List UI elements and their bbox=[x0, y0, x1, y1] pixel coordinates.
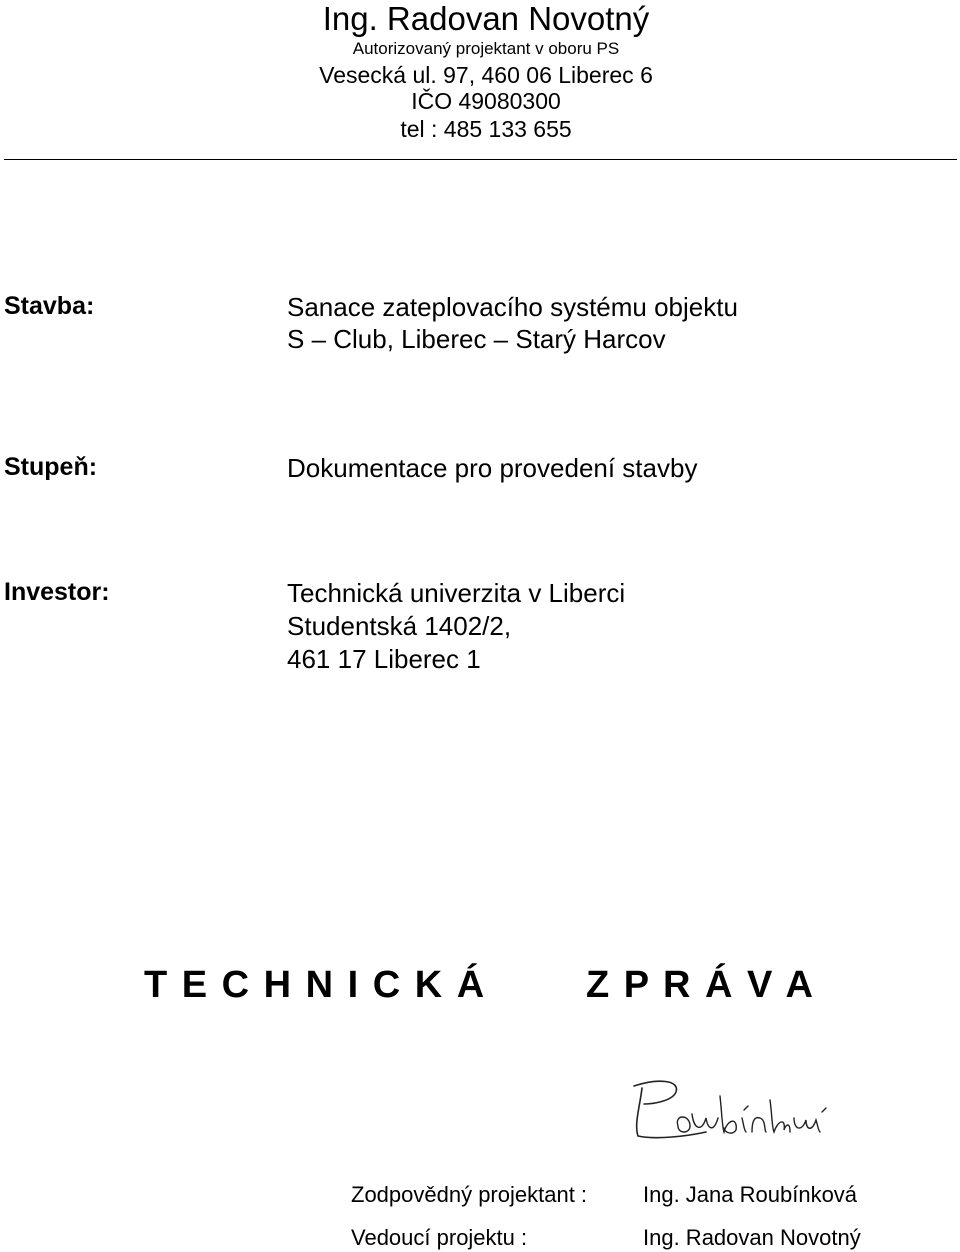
investor-label: Investor: bbox=[4, 578, 110, 606]
stupen-label: Stupeň: bbox=[4, 453, 98, 481]
stavba-line-2: S – Club, Liberec – Starý Harcov bbox=[287, 324, 666, 354]
project-lead-label: Vedoucí projektu : bbox=[351, 1225, 528, 1250]
investor-line-2: Studentská 1402/2, bbox=[287, 611, 512, 641]
company-ico: IČO 49080300 bbox=[411, 88, 561, 114]
stupen-value: Dokumentace pro provedení stavby bbox=[287, 453, 698, 483]
handwritten-signature bbox=[628, 1074, 838, 1144]
stavba-label: Stavba: bbox=[4, 292, 95, 320]
project-lead-name: Ing. Radovan Novotný bbox=[643, 1225, 861, 1250]
responsible-designer-name: Ing. Jana Roubínková bbox=[643, 1182, 858, 1207]
responsible-designer-label: Zodpovědný projektant : bbox=[351, 1182, 588, 1207]
company-name: Ing. Radovan Novotný bbox=[322, 0, 650, 37]
company-address: Vesecká ul. 97, 460 06 Liberec 6 bbox=[319, 62, 653, 88]
stavba-line-1: Sanace zateplovacího systému objektu bbox=[287, 292, 738, 322]
investor-line-3: 461 17 Liberec 1 bbox=[287, 644, 481, 674]
investor-line-1: Technická univerzita v Liberci bbox=[287, 578, 626, 608]
header-divider bbox=[4, 159, 957, 160]
company-subtitle: Autorizovaný projektant v oboru PS bbox=[352, 39, 620, 58]
document-title-word-2: Z P R Á V A bbox=[586, 964, 815, 1006]
document-title-word-1: T E C H N I C K Á bbox=[144, 964, 487, 1006]
company-phone: tel : 485 133 655 bbox=[400, 116, 572, 142]
